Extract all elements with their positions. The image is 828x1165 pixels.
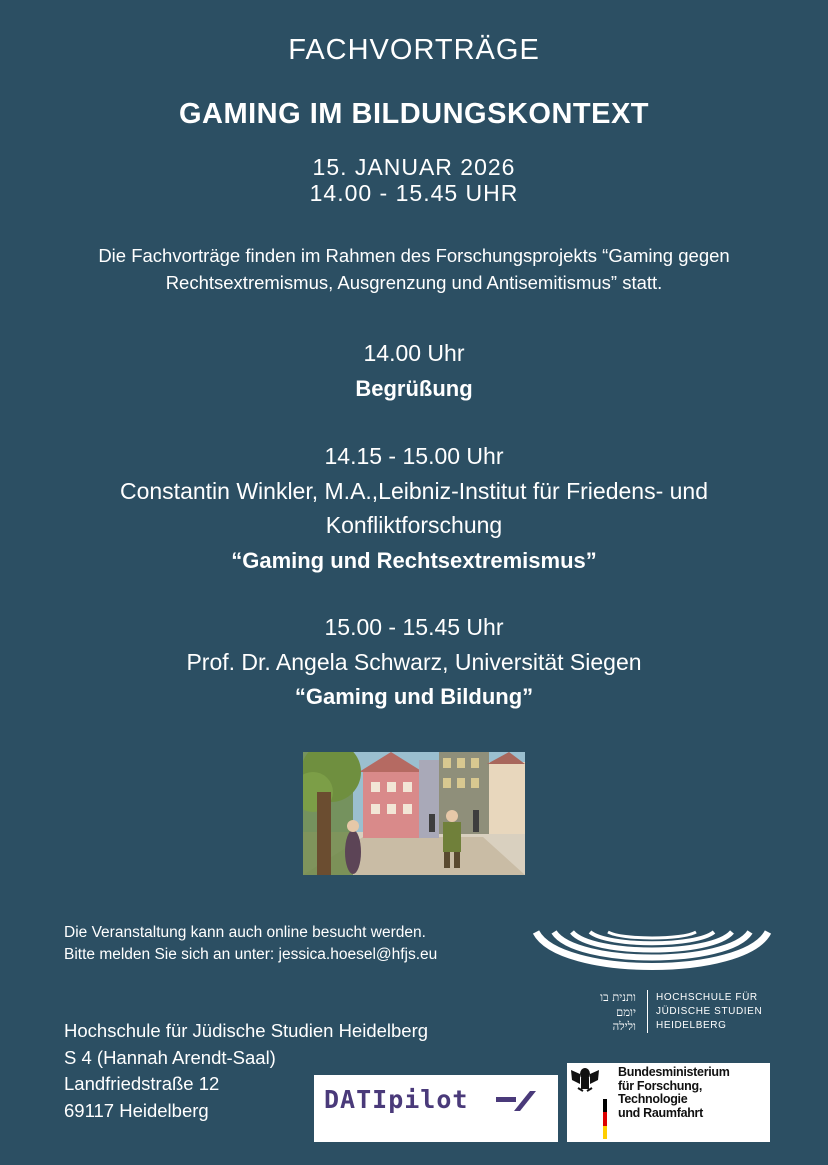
event-kicker: FACHVORTRÄGE — [288, 34, 540, 66]
hebrew-line: ותנית בו — [600, 990, 636, 1004]
talk2-time: 15.00 - 15.45 Uhr — [324, 614, 504, 640]
arcs-icon — [530, 928, 774, 988]
welcome-time: 14.00 Uhr — [363, 340, 465, 366]
welcome-title: Begrüßung — [355, 376, 473, 401]
intro-line: Rechtsextremismus, Ausgrenzung und Antisemitismus” statt. — [165, 272, 663, 293]
intro-text — [40, 242, 788, 296]
event-datetime — [0, 154, 828, 206]
address-line: 69117 Heidelberg — [64, 1099, 209, 1121]
hfjs-divider — [647, 990, 648, 1033]
talk1-speaker-line: Konfliktforschung — [325, 512, 503, 538]
slash-arrow-icon — [496, 1089, 536, 1113]
game-scene-image — [303, 752, 525, 875]
hebrew-line: יומם — [616, 1004, 636, 1019]
event-date: 15. JANUAR 2026 — [312, 154, 516, 180]
talk2-speaker: Prof. Dr. Angela Schwarz, Universität Siegen — [186, 649, 642, 675]
datipilot-wordmark: DATIpilot — [324, 1085, 469, 1114]
hfjs-wordmark — [656, 991, 762, 1033]
intro-line: Die Fachvorträge finden im Rahmen des Forschungsprojekts “Gaming gegen — [98, 245, 730, 266]
online-info — [64, 922, 437, 966]
ministry-line: Bundesministerium — [618, 1065, 730, 1079]
talk1-time: 14.15 - 15.00 Uhr — [324, 443, 504, 469]
online-line: Die Veranstaltung kann auch online besucht werden. — [64, 924, 426, 941]
address-line: Hochschule für Jüdische Studien Heidelberg — [64, 1020, 429, 1041]
address-line: Landfriedstraße 12 — [64, 1073, 220, 1094]
talk2-title: “Gaming und Bildung” — [294, 684, 534, 709]
datipilot-logo — [314, 1075, 558, 1142]
talk1-title: “Gaming und Rechtsextremismus” — [231, 548, 597, 573]
ministry-line: und Raumfahrt — [618, 1105, 703, 1120]
ministry-line: für Forschung, Technologie — [618, 1078, 702, 1106]
german-flag-bar — [603, 1099, 607, 1139]
hfjs-hebrew-motto — [586, 990, 636, 1034]
ministry-name — [618, 1066, 770, 1120]
event-title: GAMING IM BILDUNGSKONTEXT — [178, 98, 650, 130]
talk1-speaker-line: Constantin Winkler, M.A.,Leibniz-Institut für Friedens- und — [119, 478, 709, 504]
hebrew-line: ולילה — [612, 1019, 636, 1033]
hfjs-line: HEIDELBERG — [656, 1020, 727, 1031]
event-time: 14.00 - 15.45 UHR — [309, 180, 519, 206]
federal-eagle-icon — [569, 1064, 601, 1094]
hfjs-line: JÜDISCHE STUDIEN — [656, 1006, 763, 1017]
talk1-speaker — [0, 474, 828, 542]
address-line: S 4 (Hannah Arendt-Saal) — [64, 1046, 276, 1068]
ministry-logo — [567, 1063, 770, 1142]
hfjs-line: HOCHSCHULE FÜR — [656, 992, 758, 1003]
online-registration[interactable]: Bitte melden Sie sich an unter: jessica.hoesel@hfjs.eu — [64, 946, 438, 963]
